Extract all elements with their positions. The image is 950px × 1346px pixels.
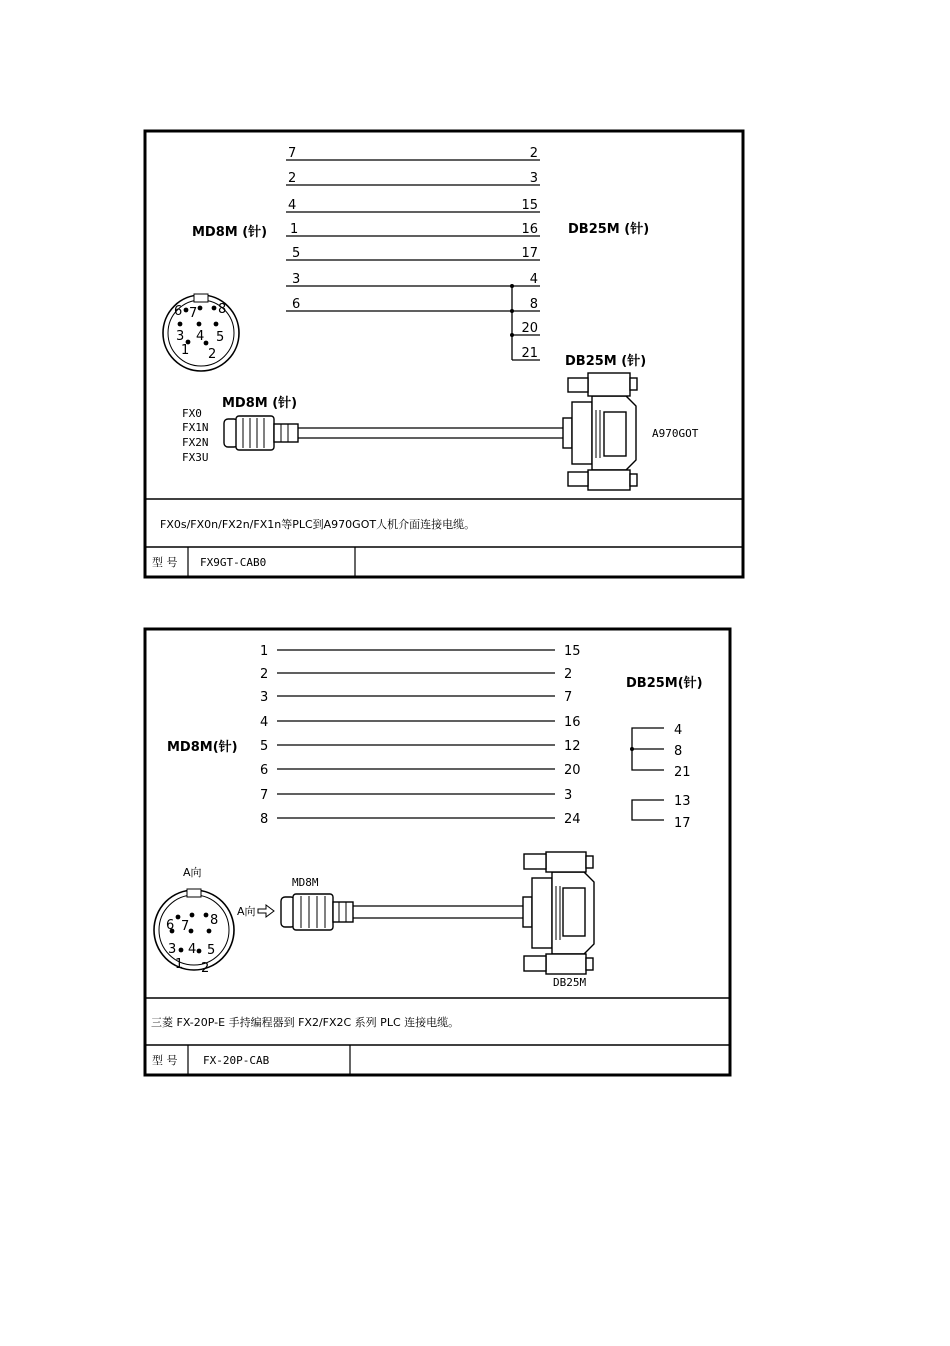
jumper-pin: 13	[674, 794, 691, 809]
wire-left-pin: 5	[292, 246, 301, 261]
wire-right-pin: 2	[564, 667, 573, 682]
socket-pin-label: 2	[208, 347, 217, 362]
jumper-pin: 8	[674, 744, 683, 759]
cable-left-label: MD8M (针)	[222, 396, 298, 411]
wire-left-pin: 7	[288, 146, 297, 161]
model-label: 型 号	[152, 556, 178, 569]
socket-pin-label: 4	[196, 329, 205, 344]
wire-left-pin: 8	[260, 812, 269, 827]
socket-pin-label: 1	[175, 957, 184, 972]
wire-right-pin: 16	[521, 222, 538, 237]
series-label: FX0	[182, 407, 202, 420]
cable-description: FX0s/FX0n/FX2n/FX1n等PLC到A970GOT人机介面连接电缆。	[160, 518, 476, 531]
md8m-plug-icon	[281, 894, 353, 930]
left-connector-label: MD8M (针)	[192, 225, 268, 240]
wire-right-pin: 20	[564, 763, 581, 778]
wire-right-pin: 3	[564, 788, 573, 803]
model-value: FX9GT-CAB0	[200, 556, 267, 569]
wire-right-pin: 2	[529, 146, 538, 161]
series-label: FX1N	[182, 421, 209, 434]
socket-pin-label: 8	[218, 302, 227, 317]
socket-pin-label: 1	[181, 343, 190, 358]
cable-line	[353, 906, 523, 918]
md8m-socket-icon	[154, 889, 234, 976]
cable-right-label: DB25M (针)	[565, 354, 647, 369]
socket-pin-label: 6	[174, 304, 183, 319]
socket-pin-label: 3	[168, 942, 177, 957]
right-connector-label: DB25M(针)	[626, 676, 703, 691]
wire-right-pin: 8	[529, 297, 538, 312]
wire-right-pin: 7	[564, 690, 573, 705]
wire-left-pin: 7	[260, 788, 269, 803]
model-label: 型 号	[152, 1054, 178, 1067]
bridged-pin: 20	[521, 321, 538, 336]
wire-left-pin: 2	[288, 171, 297, 186]
wire-right-pin: 24	[564, 812, 581, 827]
cable-left-label: MD8M	[292, 876, 319, 889]
socket-pin-label: 2	[201, 961, 210, 976]
jumper-pin: 17	[674, 816, 691, 831]
wire-left-pin: 3	[292, 272, 301, 287]
device-label: A970GOT	[652, 427, 699, 440]
wire-left-pin: 6	[260, 763, 269, 778]
left-connector-label: MD8M(针)	[167, 740, 238, 755]
wire-right-pin: 15	[521, 198, 538, 213]
cable-right-label: DB25M	[553, 976, 587, 989]
wire-left-pin: 1	[260, 644, 269, 659]
wire-group	[277, 650, 555, 818]
socket-pin-label: 7	[189, 306, 198, 321]
jumper-pin: 4	[674, 723, 683, 738]
series-label: FX2N	[182, 436, 209, 449]
wire-right-pin: 12	[564, 739, 581, 754]
series-label: FX3U	[182, 451, 209, 464]
socket-pin-label: 5	[207, 943, 216, 958]
socket-pin-label: 4	[188, 942, 197, 957]
wire-left-pin: 5	[260, 739, 269, 754]
direction-arrow-label: A向	[237, 905, 256, 918]
jumper-group-1	[630, 728, 664, 770]
wire-right-pin: 16	[564, 715, 581, 730]
wire-left-pin: 6	[292, 297, 301, 312]
socket-pin-label: 3	[176, 329, 185, 344]
wire-right-pin: 3	[529, 171, 538, 186]
model-value: FX-20P-CAB	[203, 1054, 270, 1067]
wire-left-pin: 3	[260, 690, 269, 705]
wire-right-pin: 15	[564, 644, 581, 659]
db25m-plug-icon	[523, 852, 594, 974]
wire-left-pin: 4	[260, 715, 269, 730]
socket-pin-label: 8	[210, 913, 219, 928]
wire-right-pin: 4	[529, 272, 538, 287]
wire-right-pin: 17	[521, 246, 538, 261]
jumper-group-2	[632, 800, 664, 820]
socket-pin-label: 5	[216, 330, 225, 345]
socket-pin-label: 6	[166, 918, 175, 933]
jumper-pin: 21	[674, 765, 691, 780]
right-connector-label: DB25M (针)	[568, 222, 650, 237]
wire-left-pin: 2	[260, 667, 269, 682]
direction-arrow-icon	[258, 905, 274, 917]
wire-left-pin: 1	[290, 222, 299, 237]
wire-left-pin: 4	[288, 198, 297, 213]
socket-pin-label: 7	[181, 919, 190, 934]
direction-label: A向	[183, 866, 202, 879]
bridged-pin: 21	[521, 346, 538, 361]
cable-description: 三菱 FX-20P-E 手持编程器到 FX2/FX2C 系列 PLC 连接电缆。	[151, 1016, 460, 1029]
